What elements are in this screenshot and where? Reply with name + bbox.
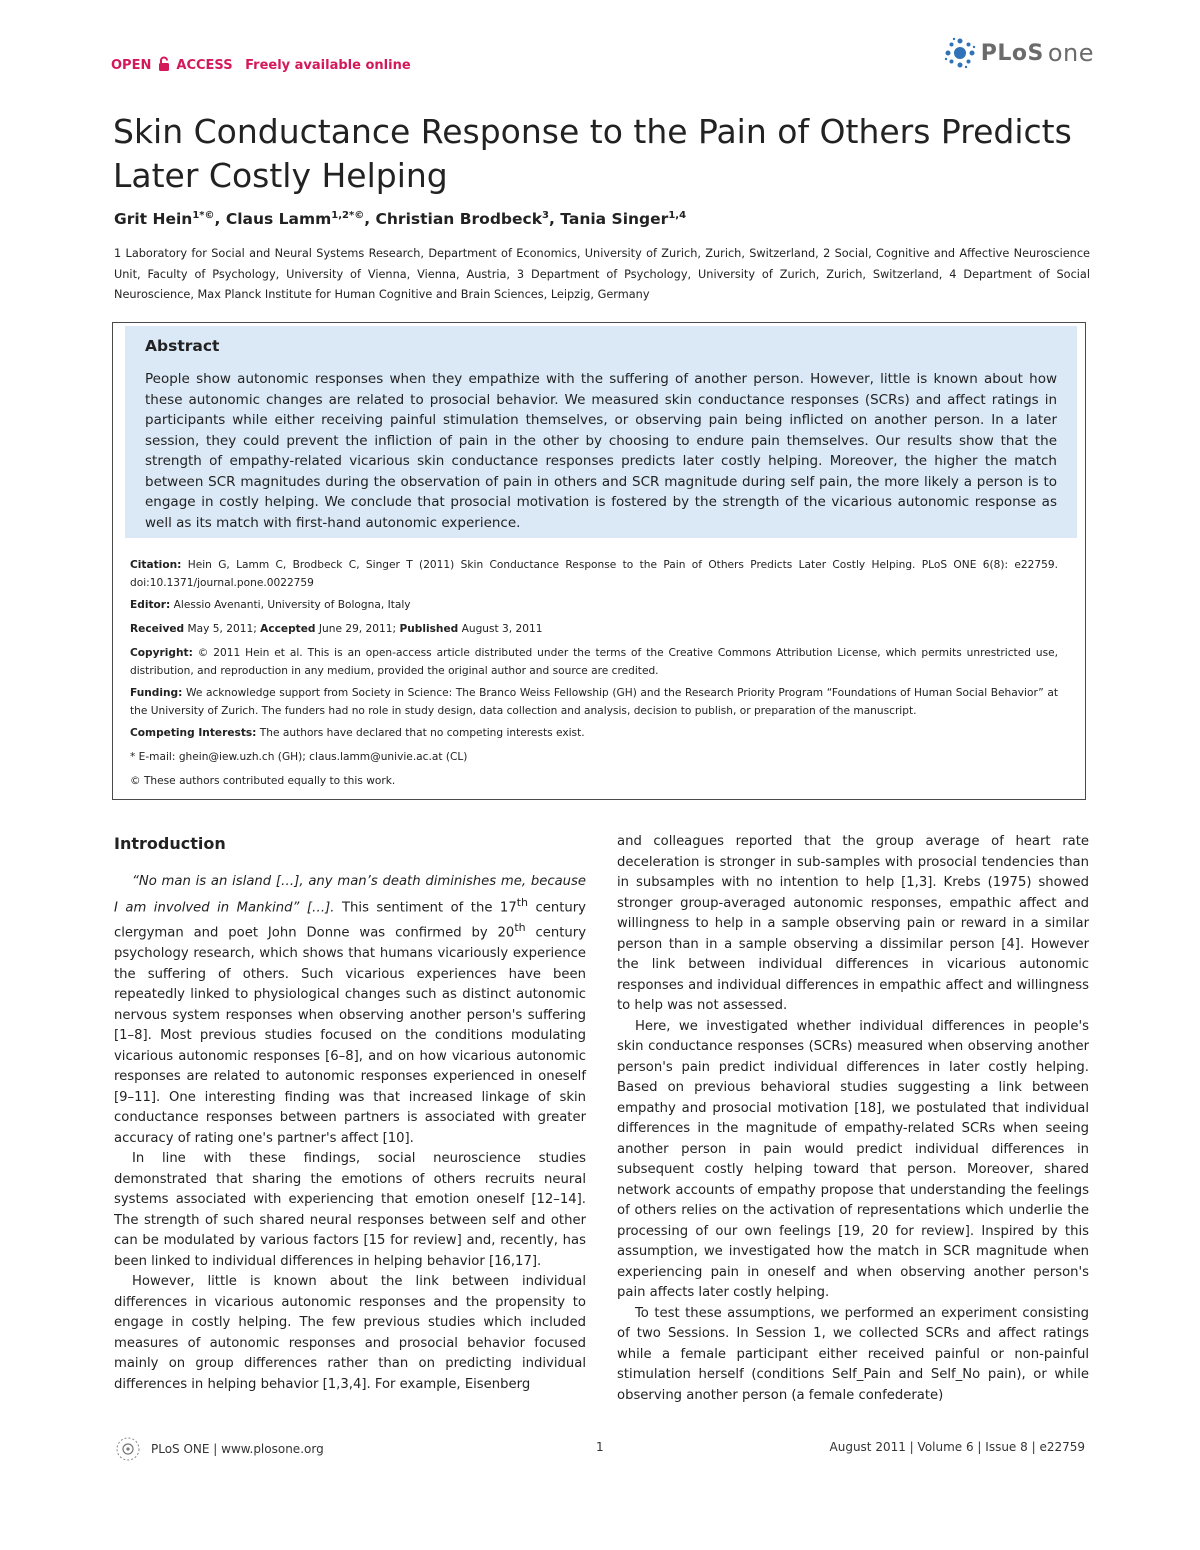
plos-burst-icon — [943, 36, 977, 70]
equal-contribution: © These authors contributed equally to this work. — [130, 775, 396, 787]
open-lock-icon — [158, 56, 170, 76]
citation — [130, 556, 1058, 592]
author-name: Grit Hein — [114, 210, 193, 229]
funding-text: We acknowledge support from Society in Science: The Branco Weiss Fellowship (GH) and the Research Priority Program “Foundations of Human Social Behavior” at the University of Zurich. The funders had no role in study design, data collection and analysis, decision to publish, or preparation of the manuscript. — [130, 687, 1058, 717]
competing-interests — [130, 724, 1058, 742]
journal-logo — [943, 36, 1094, 70]
accepted-label: Accepted — [260, 623, 316, 635]
article-title: Skin Conductance Response to the Pain of Others Predicts Later Costly Helping — [113, 112, 1072, 195]
citation-text: Hein G, Lamm C, Brodbeck C, Singer T (2011) Skin Conductance Response to the Pain of Others Predicts Later Costly Helping. PLoS ONE 6(8): e22759. doi:10.1371/journal.pone.0022759 — [130, 559, 1058, 589]
text-run: century clergyman and poet John Donne was confirmed by 20 — [114, 899, 586, 941]
paragraph — [114, 872, 586, 1149]
paragraph: To test these assumptions, we performed an experiment consisting of two Sessions. In Session 1, we collected SCRs and affect ratings while a female participant either received painful or non-painful stimulation herself (conditions Self_Pain and Self_No pain), or while observing another person (a female confederate) — [617, 1305, 1089, 1403]
citation-label: Citation: — [130, 559, 182, 571]
donne-quote: “No man is an island […], any man’s death diminishes me, because I am involved in Mankind” […]. — [114, 874, 586, 915]
abstract-box — [125, 326, 1077, 538]
footer-journal — [115, 1436, 324, 1462]
author-name: Claus Lamm — [225, 210, 332, 229]
affiliations: 1 Laboratory for Social and Neural Systems Research, Department of Economics, University of Zurich, Zurich, Switzerland, 2 Social, Cognitive and Affective Neuroscience Unit, Faculty of Psychology, University of Vienna, Vienna, Austria, 3 Department of Psychology, University of Zurich, Zurich, Switzerland, 4 Department of Social Neuroscience, Max Planck Institute for Human Cognitive and Brain Sciences, Leipzig, Germany — [114, 247, 1090, 301]
funding-label: Funding: — [130, 687, 183, 699]
plos-footer-icon — [115, 1436, 141, 1462]
competing-text: The authors have declared that no competing interests exist. — [259, 727, 585, 739]
paragraph: and colleagues reported that the group average of heart rate deceleration is stronger in sub-samples with prosocial tendencies than in subsamples with no intention to help [1,3]. Krebs (1975) showed stronger group-averaged autonomic responses, empathic affect and willingness to help in a sample observing pain or reward in a similar person than in a sample observing a dissimilar person [4]. However the link between individual differences in vicarious autonomic responses and individual differences in empathic affect and willingness to help was not assessed. — [617, 834, 1089, 1013]
open-access-banner — [111, 56, 411, 76]
copyright-text: © 2011 Hein et al. This is an open-access article distributed under the terms of the Creative Commons Attribution License, which permits unrestricted use, distribution, and reproduction in any medium, provided the original author and source are credited. — [130, 647, 1058, 677]
abstract-heading: Abstract — [145, 337, 220, 355]
footer-journal-text: PLoS ONE | www.plosone.org — [151, 1442, 324, 1456]
superscript: th — [514, 921, 526, 935]
email: * E-mail: ghein@iew.uzh.ch (GH); claus.lamm@univie.ac.at (CL) — [130, 751, 468, 763]
funding — [130, 684, 1058, 720]
open-access-left: OPEN — [111, 58, 152, 73]
copyright-label: Copyright: — [130, 647, 193, 659]
editor — [130, 596, 1058, 614]
text-run: This sentiment of the 17 — [334, 899, 517, 915]
author-list: Grit Hein$^{1*©}$, Claus Lamm$^{1,2*©}$, Christian Brodbeck$^3$, Tania Singer$^{1,4}$ — [114, 210, 687, 229]
freely-available-text: Freely available online — [245, 58, 411, 73]
body-column-left — [114, 872, 586, 1395]
accepted-date: June 29, 2011; — [318, 623, 397, 635]
author-affil: 1,2*© — [331, 210, 365, 221]
journal-logo-suffix: one — [1047, 39, 1094, 67]
paragraph: In line with these findings, social neuroscience studies demonstrated that sharing the emotions of others recruits neural systems associated with experiencing that emotion oneself [12–14]. The strength of such shared neural responses between self and other can be modulated by various factors [15 for review] and, recently, has been linked to individual differences in helping behavior [16,17]. — [114, 1151, 586, 1269]
author-name: Tania Singer — [560, 210, 669, 229]
received-date: May 5, 2011; — [187, 623, 257, 635]
author-affil: 1*© — [192, 210, 215, 221]
received-label: Received — [130, 623, 185, 635]
editor-text: Alessio Avenanti, University of Bologna, Italy — [173, 599, 411, 611]
abstract-text: People show autonomic responses when they empathize with the suffering of another person. However, little is known about how these autonomic changes are related to prosocial behavior. We measured skin conductance responses (SCRs) and affect ratings in participants while either receiving painful stimulation themselves, or observing pain being inflicted on another person. In a later session, they could prevent the infliction of pain in the other by choosing to endure pain themselves. Our results show that the strength of empathy-related vicarious skin conductance responses predicts later costly helping. Moreover, the higher the match between SCR magnitudes during the observation of pain in others and SCR magnitude during self pain, the more likely a person is to engage in costly helping. We conclude that prosocial motivation is fostered by the strength of the vicarious autonomic response as well as its match with first-hand autonomic experience. — [145, 371, 1057, 531]
footer-issue: August 2011 | Volume 6 | Issue 8 | e22759 — [829, 1440, 1085, 1454]
dates — [130, 620, 1058, 638]
introduction-heading: Introduction — [114, 834, 226, 853]
journal-logo-text: PLoS — [980, 40, 1044, 66]
author-affil: 1,4 — [668, 210, 687, 221]
paragraph: However, little is known about the link between individual differences in vicarious autonomic responses and the propensity to engage in costly helping. The few previous studies which included measures of autonomic responses and prosocial behavior focused mainly on group differences rather than on predicting individual differences in helping behavior [1,3,4]. For example, Eisenberg — [114, 1274, 586, 1392]
page-number: 1 — [596, 1440, 604, 1454]
body-column-right — [617, 832, 1089, 1406]
text-run: century psychology research, which shows that humans vicariously experience the suffering of others. Such vicarious experiences have been repeatedly linked to physiological changes such as distinct autonomic nervous system responses when observing another person's suffering [1–8]. Most previous studies focused on the conditions modulating vicarious autonomic responses [6–8], and on how vicarious autonomic responses are related to autonomic responses experienced in oneself [9–11]. One interesting finding was that increased linkage of skin conductance responses between partners is associated with greater accuracy of rating one's partner's affect [10]. — [114, 925, 587, 1146]
editor-label: Editor: — [130, 599, 171, 611]
copyright — [130, 644, 1058, 680]
author-name: Christian Brodbeck — [375, 210, 543, 229]
author-affil: 3 — [542, 210, 549, 221]
published-label: Published — [399, 623, 459, 635]
open-access-right: ACCESS — [176, 58, 233, 73]
published-date: August 3, 2011 — [461, 623, 543, 635]
competing-label: Competing Interests: — [130, 727, 257, 739]
superscript: th — [516, 895, 529, 909]
paragraph: Here, we investigated whether individual differences in people's skin conductance responses (SCRs) measured when observing another person's pain predict individual differences in later costly helping. Based on previous behavioral studies suggesting a link between empathy and prosocial motivation [18], we postulated that individual differences in the magnitude of empathy-related SCRs when seeing another person in pain would predict individual differences in subsequent costly helping toward that person. Moreover, shared network accounts of empathy propose that understanding the feelings of others relies on the activation of representations which underlie the processing of our own feelings [19, 20 for review]. Inspired by this assumption, we investigated how the match in SCR magnitude when experiencing pain in oneself and when observing another person's pain affects later costly helping. — [617, 1018, 1089, 1300]
